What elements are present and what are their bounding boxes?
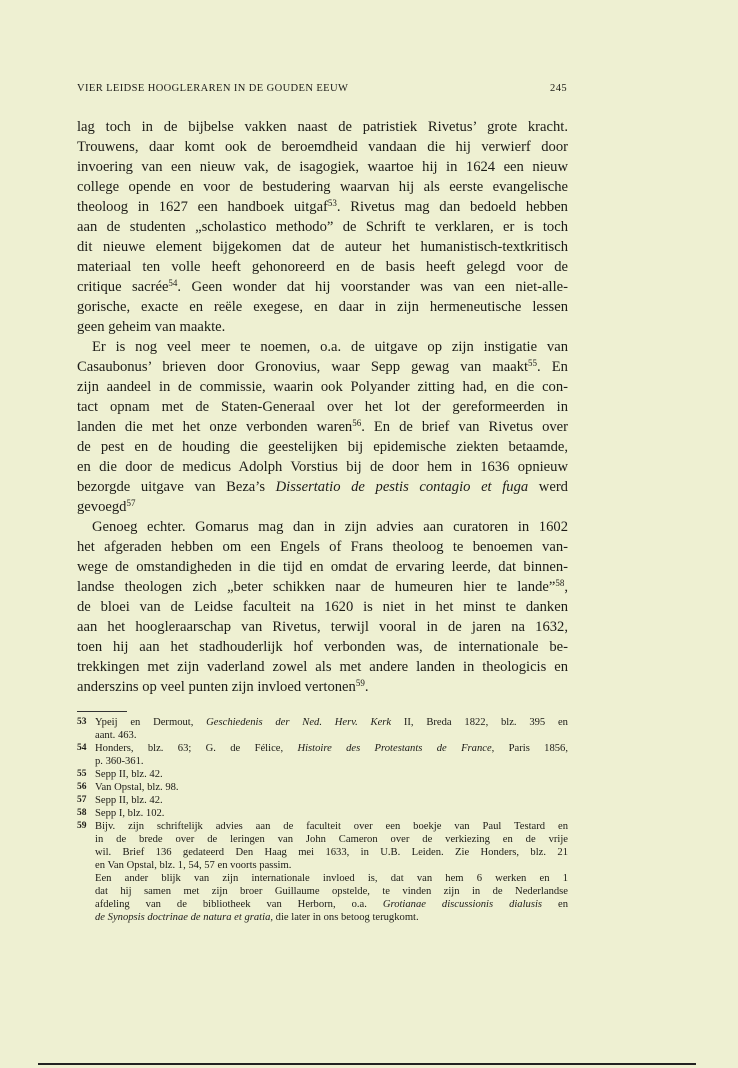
running-title: VIER LEIDSE HOOGLERAREN IN DE GOUDEN EEUW [77, 83, 349, 94]
text-line: invoering van een nieuw vak, de isagogiek, waartoe hij in 1624 een nieuw [77, 159, 568, 175]
text-line: landse theologen zich „beter schikken naar de humeuren hier te lande”$^{58}$, [77, 578, 568, 595]
text-line: Trouwens, daar komt ook de beroemdheid vandaan die hij verwierf door [77, 139, 568, 155]
footnote-number: 54 [77, 743, 87, 753]
footnote-number: 59 [77, 821, 87, 831]
footnote: 55 Sepp II, blz. 42. [77, 769, 163, 780]
page-bottom-rule [38, 1063, 696, 1065]
text-line: tact opnam met de Staten-Generaal over het lot der gereformeerden in [77, 399, 568, 415]
text-line: dit nieuwe element bijgekomen dat de auteur het humanistisch-textkritisch [77, 239, 568, 255]
book-title: Dissertatio de pestis contagio et fuga [275, 479, 529, 495]
text-line: lag toch in de bijbelse vakken naast de patristiek Rivetus’ grote kracht. [77, 119, 568, 135]
footnote: 59 Bijv. zijn schriftelijk advies aan de faculteit over een boekje van Paul Testard en in de brede over de leringen van John Cameron over de verkiezing en de vrije wil. Brief 136 gedateerd Den Haag mei 1633, in U.B. Leiden. Zie Honders, blz. 21 en Van Opstal, blz. 1, 54, 57 en voorts passim. Een ander blijk van zijn internationale invloed is, dat van hem 6 werken en 1 dat hij samen met zijn broer Guillaume opstelde, te vinden zijn in de Nederlandse afdeling van de bibliotheek van Herborn, o.a. Grotianae discussionis dialusis en de Synopsis doctrinae de natura et gratia, die later in ons betoog terugkomt. [77, 821, 568, 923]
footnote-number: 56 [77, 782, 87, 792]
text-line: en die door de medicus Adolph Vorstius bij de door hem in 1636 opnieuw [77, 459, 568, 475]
footnote-ref: 56 [352, 418, 362, 428]
text-line: zijn aandeel in de commissie, waarin ook Polyander zitting had, en die con- [77, 379, 568, 395]
text-line: critique sacrée$^{54}$. Geen wonder dat hij voorstander was van een niet-alle- [77, 278, 568, 295]
text-line: anderszins op veel punten zijn invloed vertonen$^{59}$. [77, 678, 369, 695]
text-line: aan de studenten „scholastico methodo” de Schrift te verklaren, er is toch [77, 219, 568, 235]
footnote: 57 Sepp II, blz. 42. [77, 795, 163, 806]
footnote-ref: 59 [355, 678, 365, 688]
text-line: toen hij aan het stadhouderlijk hof verbonden was, de internationale be- [77, 639, 568, 655]
text-line: Er is nog veel meer te noemen, o.a. de uitgave op zijn instigatie van [92, 339, 568, 355]
footnote: 58 Sepp I, blz. 102. [77, 808, 165, 819]
running-header [77, 83, 567, 99]
text-line: college opende en voor de bestudering waarvan hij als eerste evangelische [77, 179, 568, 195]
text-line: wege de omstandigheden in die tijd en omdat de ervaring leerde, dat binnen- [77, 559, 568, 575]
text-line: het afgeraden hebben om een Engels of Frans theoloog te benoemen van- [77, 539, 568, 555]
text-line: aan het hoogleraarschap van Rivetus, terwijl vooral in de jaren na 1632, [77, 619, 568, 635]
footnote-number: 58 [77, 808, 87, 818]
footnote-number: 57 [77, 795, 87, 805]
text-line: gevoegd$^{57}$ [77, 498, 136, 515]
footnote-divider [77, 711, 127, 712]
page-number: 245 [550, 83, 567, 94]
footnote-ref: 57 [126, 498, 136, 508]
text-line: geen geheim van maakte. [77, 319, 226, 335]
footnote: 56 Van Opstal, blz. 98. [77, 782, 179, 793]
footnote-ref: 58 [555, 578, 565, 588]
footnote-ref: 55 [528, 358, 538, 368]
footnote-number: 55 [77, 769, 87, 779]
text-line: de pest en de houding die geestelijken bij epidemische ziekten betaamde, [77, 439, 568, 455]
text-line: bezorgde uitgave van Beza’s Dissertatio de pestis contagio et fuga werd [77, 479, 568, 495]
footnote-ref: 53 [327, 198, 337, 208]
text-line: materiaal ten volle heeft gehonoreerd en de basis heeft gelegd voor de [77, 259, 568, 275]
text-line: theoloog in 1627 een handboek uitgaf$^{53}$. Rivetus mag dan bedoeld hebben [77, 198, 568, 215]
text-line: Genoeg echter. Gomarus mag dan in zijn advies aan curatoren in 1602 [92, 519, 568, 535]
footnote: 54 Honders, blz. 63; G. de Félice, Histoire des Protestants de France, Paris 1856, p. 360-361. [77, 743, 568, 767]
text-line: Casaubonus’ brieven door Gronovius, waar Sepp gewag van maakt$^{55}$. En [77, 358, 568, 375]
text-line: de bloei van de Leidse faculteit na 1620 is niet in het minst te danken [77, 599, 568, 615]
footnote: 53 Ypeij en Dermout, Geschiedenis der Ned. Herv. Kerk II, Breda 1822, blz. 395 en aant. 463. [77, 717, 568, 741]
text-line: trekkingen met zijn vaderland zowel als met andere landen in theologicis en [77, 659, 568, 675]
text-line: gorische, exacte en reële exegese, en daar in zijn hermeneutische lessen [77, 299, 568, 315]
footnote-number: 53 [77, 717, 87, 727]
text-line: landen die met het onze verbonden waren$^{56}$. En de brief van Rivetus over [77, 418, 568, 435]
footnote-ref: 54 [168, 278, 178, 288]
